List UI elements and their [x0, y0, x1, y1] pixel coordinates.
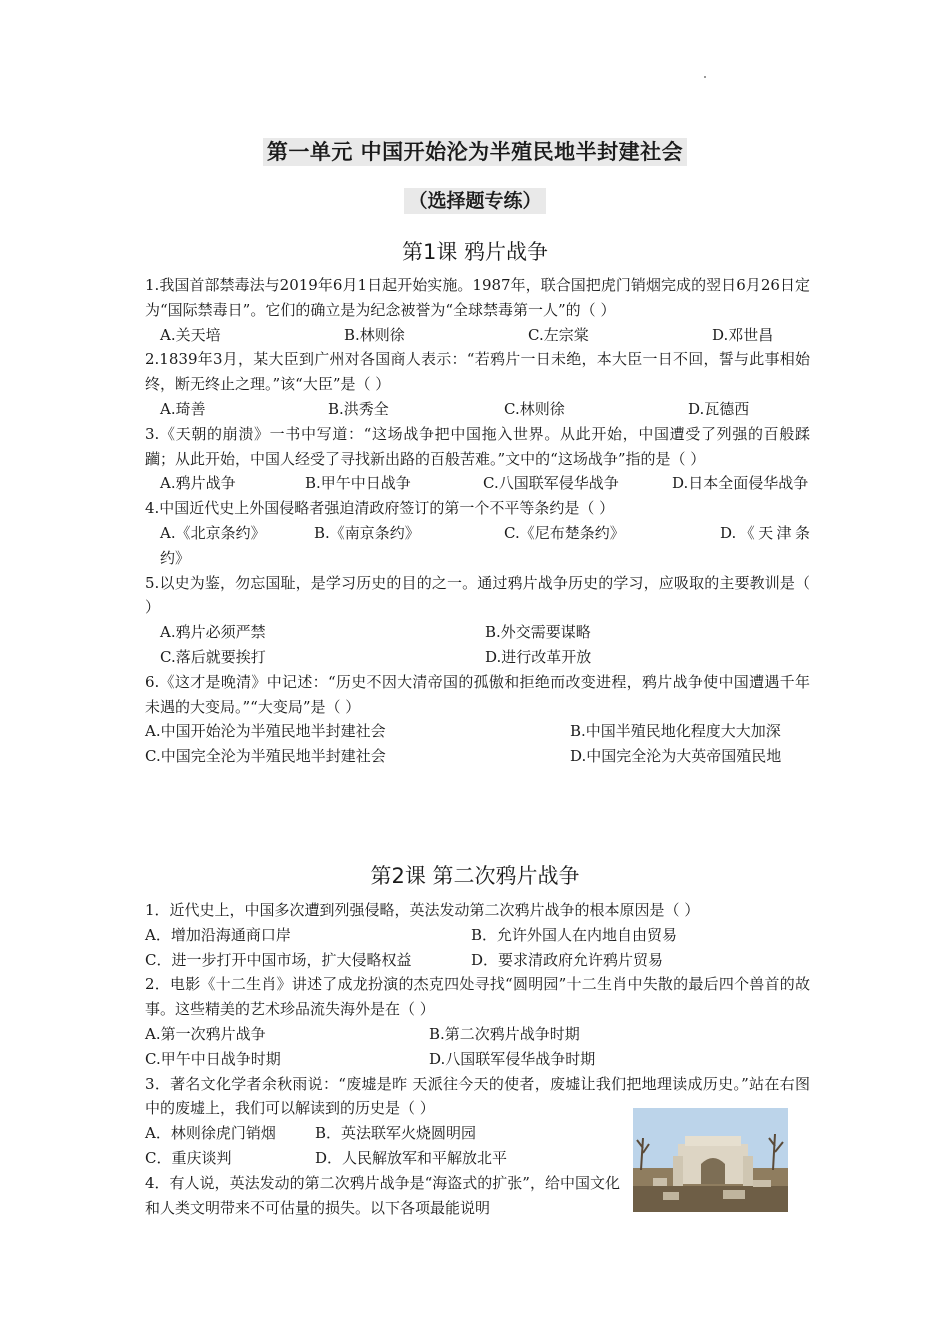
option: C.《尼布楚条约》	[504, 523, 625, 542]
options	[145, 521, 810, 571]
unit-subtitle: （选择题专练）	[0, 186, 950, 213]
option: A.鸦片战争	[160, 474, 236, 493]
option: C．重庆谈判	[145, 1148, 232, 1167]
option: A.琦善	[160, 399, 206, 418]
option: A.《北京条约》	[160, 523, 266, 542]
lesson-1-heading: 第1课 鸦片战争	[401, 240, 549, 264]
option: B.洪秀全	[328, 399, 389, 418]
option: D.中国完全沦为大英帝国殖民地	[570, 747, 782, 766]
question: 3．著名文化学者余秋雨说：“废墟是昨 天派往今天的使者，废墟让我们把地理读成历史。”站在右图中的废墟上，我们可以解读到的历史是（ ）	[145, 1074, 810, 1118]
options	[145, 620, 810, 670]
option: A．增加沿海通商口岸	[145, 925, 291, 944]
options	[145, 323, 810, 348]
option: A.第一次鸦片战争	[145, 1024, 266, 1043]
option: D.瓦德西	[688, 399, 750, 418]
option: A.鸦片必须严禁	[160, 623, 266, 642]
question: 5.以史为鉴，勿忘国耻，是学习历史的目的之一。通过鸦片战争历史的学习，应吸取的主要教训是（ ）	[145, 573, 810, 617]
option: B.甲午中日战争	[305, 474, 411, 493]
option: C.八国联军侵华战争	[483, 474, 619, 493]
option: B．英法联军火烧圆明园	[315, 1124, 477, 1143]
options	[145, 471, 810, 496]
question: 2.1839年3月，某大臣到广州对各国商人表示：“若鸦片一日未绝，本大臣一日不回，誓与此事相始终，断无终止之理。”该“大臣”是（ ）	[145, 350, 810, 394]
lesson-1-questions	[145, 273, 810, 769]
option: C.左宗棠	[528, 325, 589, 344]
option: B.外交需要谋略	[485, 623, 591, 642]
ruins-photo	[633, 1108, 788, 1212]
option: D.八国联军侵华战争时期	[429, 1049, 596, 1068]
options	[145, 397, 810, 422]
option: A．林则徐虎门销烟	[145, 1124, 276, 1143]
option: C.甲午中日战争时期	[145, 1049, 281, 1068]
option: D.日本全面侵华战争	[672, 474, 809, 493]
options	[145, 1121, 615, 1171]
option: D．要求清政府允许鸦片贸易	[471, 950, 664, 969]
question: 3.《天朝的崩溃》一书中写道：“这场战争把中国拖入世界。从此开始，中国遭受了列强的百般蹂躏；从此开始，中国人经受了寻找新出路的百般苦难。”文中的“这场战争”指的是（ ）	[145, 424, 810, 468]
question: 1.我国首部禁毒法与2019年6月1日起开始实施。1987年，联合国把虎门销烟完成的翌日6月26日定为“国际禁毒日”。它们的确立是为纪念被誉为“全球禁毒第一人”的（ ）	[145, 276, 810, 319]
question: 2．电影《十二生肖》讲述了成龙扮演的杰克四处寻找“圆明园”十二生肖中失散的最后四个兽首的故事。这些精美的艺术珍品流失海外是在（ ）	[145, 975, 810, 1019]
question: 1．近代史上，中国多次遭到列强侵略，英法发动第二次鸦片战争的根本原因是（ ）	[145, 901, 700, 919]
unit-title: 第一单元 中国开始沦为半殖民地半封建社会	[0, 136, 950, 166]
ruins-illustration	[633, 1108, 788, 1212]
question: 4.中国近代史上外国侵略者强迫清政府签订的第一个不平等条约是（ ）	[145, 499, 615, 518]
option: A.关天培	[160, 325, 221, 344]
question: 6.《这才是晚清》中记述：“历史不因大清帝国的孤傲和拒绝而改变进程，鸦片战争使中国遭遇千年未遇的大变局。”“大变局”是（ ）	[145, 672, 810, 716]
options	[145, 1022, 810, 1072]
option: D.邓世昌	[712, 325, 774, 344]
option: B.中国半殖民地化程度大大加深	[570, 722, 781, 741]
options	[145, 923, 810, 973]
option: B.《南京条约》	[314, 523, 420, 542]
option: C.林则徐	[504, 399, 565, 418]
lesson-2-heading: 第2课 第二次鸦片战争	[370, 864, 580, 888]
option: C．进一步打开中国市场，扩大侵略权益	[145, 950, 412, 969]
option: A.中国开始沦为半殖民地半封建社会	[145, 722, 386, 741]
scan-dot	[704, 76, 706, 78]
option: B.林则徐	[344, 325, 405, 344]
option: C.中国完全沦为半殖民地半封建社会	[145, 747, 386, 766]
option: D．人民解放军和平解放北平	[315, 1148, 508, 1167]
option: C.落后就要挨打	[160, 647, 266, 666]
option: D.《天津条约》	[160, 523, 810, 567]
question: 4．有人说，英法发动的第二次鸦片战争是“海盗式的扩张”，给中国文化和人类文明带来不可估量的损失。以下各项最能说明	[145, 1173, 620, 1217]
option: D.进行改革开放	[485, 647, 592, 666]
option: B.第二次鸦片战争时期	[429, 1024, 580, 1043]
option: B．允许外国人在内地自由贸易	[471, 925, 678, 944]
options	[145, 719, 810, 769]
